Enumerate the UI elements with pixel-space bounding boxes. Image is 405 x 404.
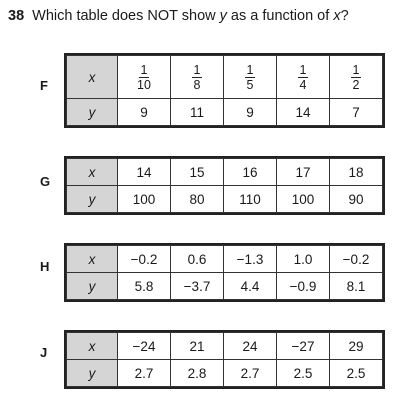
question-text-before: Which table does NOT show (32, 8, 220, 24)
x-header: x (67, 56, 118, 99)
fraction-denominator: 8 (193, 78, 201, 92)
x-cell: 24 (224, 333, 277, 360)
fraction-denominator: 4 (299, 78, 307, 92)
x-cell (277, 56, 330, 99)
fraction-denominator: 10 (137, 78, 151, 92)
x-cell: −0.2 (118, 246, 171, 273)
function-table-j (66, 332, 383, 387)
function-table-h (66, 245, 383, 300)
x-cell (171, 56, 224, 99)
question-var-y: y (219, 8, 227, 24)
y-cell: 100 (118, 186, 171, 213)
x-cell: −0.2 (330, 246, 383, 273)
x-header: x (67, 246, 118, 273)
x-cell: 18 (330, 159, 383, 186)
x-cell: 21 (171, 333, 224, 360)
x-cell: 17 (277, 159, 330, 186)
x-cell: 15 (171, 159, 224, 186)
y-cell: 2.5 (330, 360, 383, 387)
function-table-f (66, 55, 383, 126)
y-header: y (67, 99, 118, 126)
x-header: x (67, 159, 118, 186)
x-cell (118, 56, 171, 99)
choice-letter: J (40, 345, 48, 360)
x-cell: 1.0 (277, 246, 330, 273)
fraction-numerator: 1 (140, 63, 148, 77)
y-header: y (67, 273, 118, 300)
y-cell: −3.7 (171, 273, 224, 300)
y-cell: 2.5 (277, 360, 330, 387)
y-cell: 2.8 (171, 360, 224, 387)
y-cell: 90 (330, 186, 383, 213)
fraction-denominator: 5 (246, 78, 254, 92)
y-cell: 9 (224, 99, 277, 126)
y-cell: 14 (277, 99, 330, 126)
fraction-numerator: 1 (352, 63, 360, 77)
y-cell: 9 (118, 99, 171, 126)
x-cell: 0.6 (171, 246, 224, 273)
fraction-denominator: 2 (352, 78, 360, 92)
choice-letter: H (40, 259, 50, 274)
fraction-numerator: 1 (299, 63, 307, 77)
question-prompt (8, 8, 349, 24)
x-header: x (67, 333, 118, 360)
fraction-numerator: 1 (193, 63, 201, 77)
x-cell: −24 (118, 333, 171, 360)
y-cell: 8.1 (330, 273, 383, 300)
fraction-numerator: 1 (246, 63, 254, 77)
y-header: y (67, 360, 118, 387)
y-header: y (67, 186, 118, 213)
y-cell: 80 (171, 186, 224, 213)
question-var-x: x (333, 8, 341, 24)
x-cell (224, 56, 277, 99)
y-cell: 4.4 (224, 273, 277, 300)
y-cell: 100 (277, 186, 330, 213)
x-cell: 29 (330, 333, 383, 360)
question-text-middle: as a function of (226, 8, 334, 24)
choice-letter: G (40, 174, 51, 189)
y-cell: 110 (224, 186, 277, 213)
x-cell: −27 (277, 333, 330, 360)
function-table-g (66, 158, 383, 213)
x-cell: 14 (118, 159, 171, 186)
x-cell: −1.3 (224, 246, 277, 273)
question-number: 38 (8, 8, 25, 24)
y-cell: 2.7 (224, 360, 277, 387)
choice-letter: F (40, 78, 48, 93)
question-text-after: ? (340, 8, 349, 24)
y-cell: 7 (330, 99, 383, 126)
y-cell: 5.8 (118, 273, 171, 300)
y-cell: −0.9 (277, 273, 330, 300)
x-cell (330, 56, 383, 99)
y-cell: 2.7 (118, 360, 171, 387)
y-cell: 11 (171, 99, 224, 126)
x-cell: 16 (224, 159, 277, 186)
